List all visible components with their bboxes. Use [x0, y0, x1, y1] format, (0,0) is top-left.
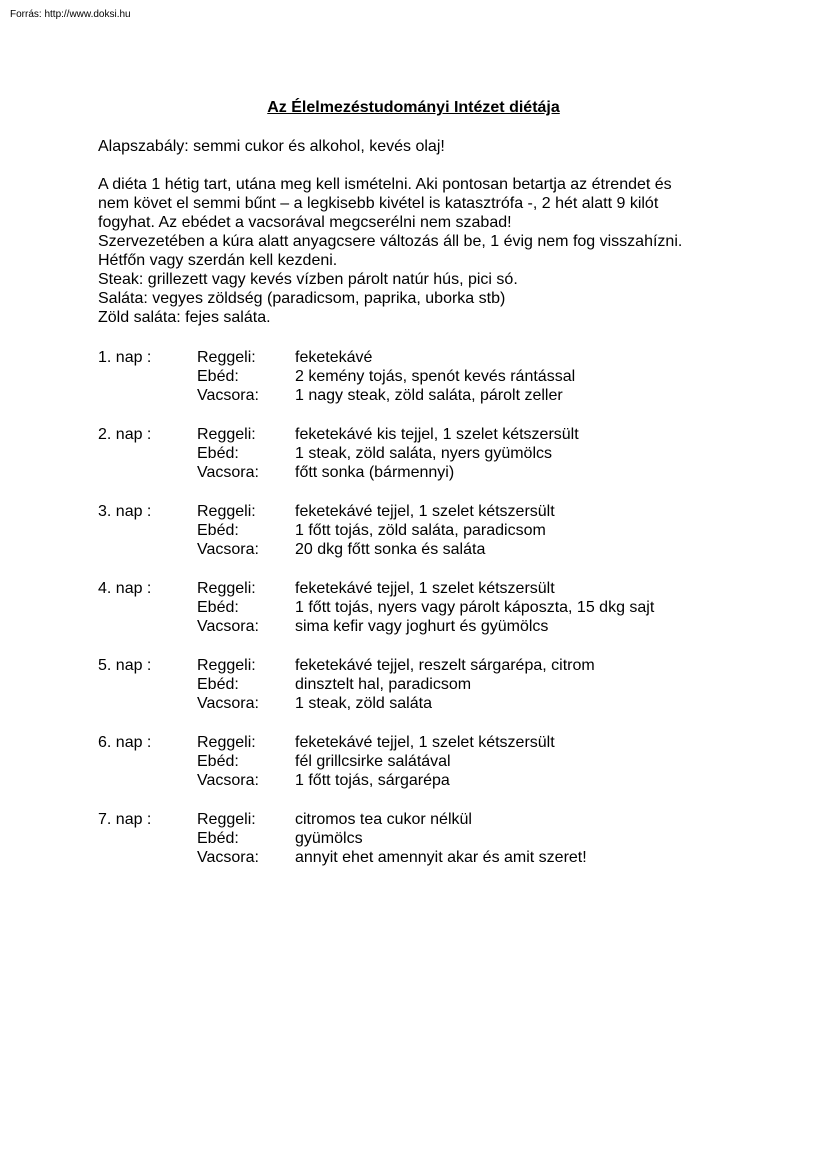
breakfast-text: feketekávé tejjel, 1 szelet kétszersült: [295, 734, 555, 751]
lunch-text: fél grillcsirke salátával: [295, 753, 451, 770]
intro-line: Saláta: vegyes zöldség (paradicsom, paprika, uborka stb): [98, 290, 506, 307]
intro-line: Steak: grillezett vagy kevés vízben párolt natúr hús, pici só.: [98, 271, 518, 288]
day-label: 6. nap :: [98, 734, 152, 751]
dinner-text: 20 dkg főtt sonka és saláta: [295, 541, 486, 558]
breakfast-text: feketekávé: [295, 349, 373, 366]
day-label: 3. nap :: [98, 503, 152, 520]
meal-label-breakfast: Reggeli:: [197, 503, 256, 520]
meal-label-dinner: Vacsora:: [197, 849, 259, 866]
breakfast-text: feketekávé kis tejjel, 1 szelet kétszersült: [295, 426, 579, 443]
meal-label-breakfast: Reggeli:: [197, 811, 256, 828]
dinner-text: 1 steak, zöld saláta: [295, 695, 432, 712]
day-label: 4. nap :: [98, 580, 152, 597]
meal-label-dinner: Vacsora:: [197, 618, 259, 635]
meal-label-breakfast: Reggeli:: [197, 734, 256, 751]
lunch-text: 1 főtt tojás, zöld saláta, paradicsom: [295, 522, 546, 539]
lunch-text: 2 kemény tojás, spenót kevés rántással: [295, 368, 576, 385]
meal-label-lunch: Ebéd:: [197, 368, 239, 385]
meal-label-dinner: Vacsora:: [197, 464, 259, 481]
dinner-text: 1 főtt tojás, sárgarépa: [295, 772, 450, 789]
meal-label-lunch: Ebéd:: [197, 753, 239, 770]
breakfast-text: feketekávé tejjel, 1 szelet kétszersült: [295, 580, 555, 597]
day-label: 7. nap :: [98, 811, 152, 828]
meal-label-breakfast: Reggeli:: [197, 349, 256, 366]
breakfast-text: feketekávé tejjel, 1 szelet kétszersült: [295, 503, 555, 520]
meal-label-breakfast: Reggeli:: [197, 580, 256, 597]
meal-label-lunch: Ebéd:: [197, 599, 239, 616]
lunch-text: 1 steak, zöld saláta, nyers gyümölcs: [295, 445, 553, 462]
intro-line: Szervezetében a kúra alatt anyagcsere változás áll be, 1 évig nem fog visszahízni.: [98, 233, 683, 250]
dinner-text: annyit ehet amennyit akar és amit szeret!: [295, 849, 587, 866]
meal-label-lunch: Ebéd:: [197, 676, 239, 693]
intro-line: nem követ el semmi bűnt – a legkisebb kivétel is katasztrófa -, 2 hét alatt 9 kilót: [98, 195, 659, 212]
lunch-text: gyümölcs: [295, 830, 363, 847]
intro-line: fogyhat. Az ebédet a vacsorával megcserélni nem szabad!: [98, 214, 512, 231]
intro-paragraph: [98, 175, 682, 327]
breakfast-text: citromos tea cukor nélkül: [295, 811, 472, 828]
meal-label-lunch: Ebéd:: [197, 522, 239, 539]
meal-label-dinner: Vacsora:: [197, 387, 259, 404]
dinner-text: 1 nagy steak, zöld saláta, párolt zeller: [295, 387, 563, 404]
day-label: 5. nap :: [98, 657, 152, 674]
intro-line: A diéta 1 hétig tart, utána meg kell ismételni. Aki pontosan betartja az étrendet és: [98, 176, 672, 193]
lunch-text: dinsztelt hal, paradicsom: [295, 676, 472, 693]
page-title: Az Élelmezéstudományi Intézet diétája: [267, 99, 560, 116]
intro-line: Hétfőn vagy szerdán kell kezdeni.: [98, 252, 338, 269]
meal-label-dinner: Vacsora:: [197, 772, 259, 789]
lunch-text: 1 főtt tojás, nyers vagy párolt káposzta, 15 dkg sajt: [295, 599, 655, 616]
meal-label-breakfast: Reggeli:: [197, 426, 256, 443]
dinner-text: főtt sonka (bármennyi): [295, 464, 455, 481]
day-label: 1. nap :: [98, 349, 152, 366]
intro-line: Zöld saláta: fejes saláta.: [98, 309, 271, 326]
basic-rule: Alapszabály: semmi cukor és alkohol, kevés olaj!: [98, 138, 445, 155]
day-label: 2. nap :: [98, 426, 152, 443]
meal-label-dinner: Vacsora:: [197, 695, 259, 712]
meal-label-lunch: Ebéd:: [197, 830, 239, 847]
source-note: Forrás: http://www.doksi.hu: [10, 9, 131, 20]
meal-label-dinner: Vacsora:: [197, 541, 259, 558]
breakfast-text: feketekávé tejjel, reszelt sárgarépa, citrom: [295, 657, 595, 674]
meal-label-lunch: Ebéd:: [197, 445, 239, 462]
dinner-text: sima kefir vagy joghurt és gyümölcs: [295, 618, 549, 635]
meal-label-breakfast: Reggeli:: [197, 657, 256, 674]
